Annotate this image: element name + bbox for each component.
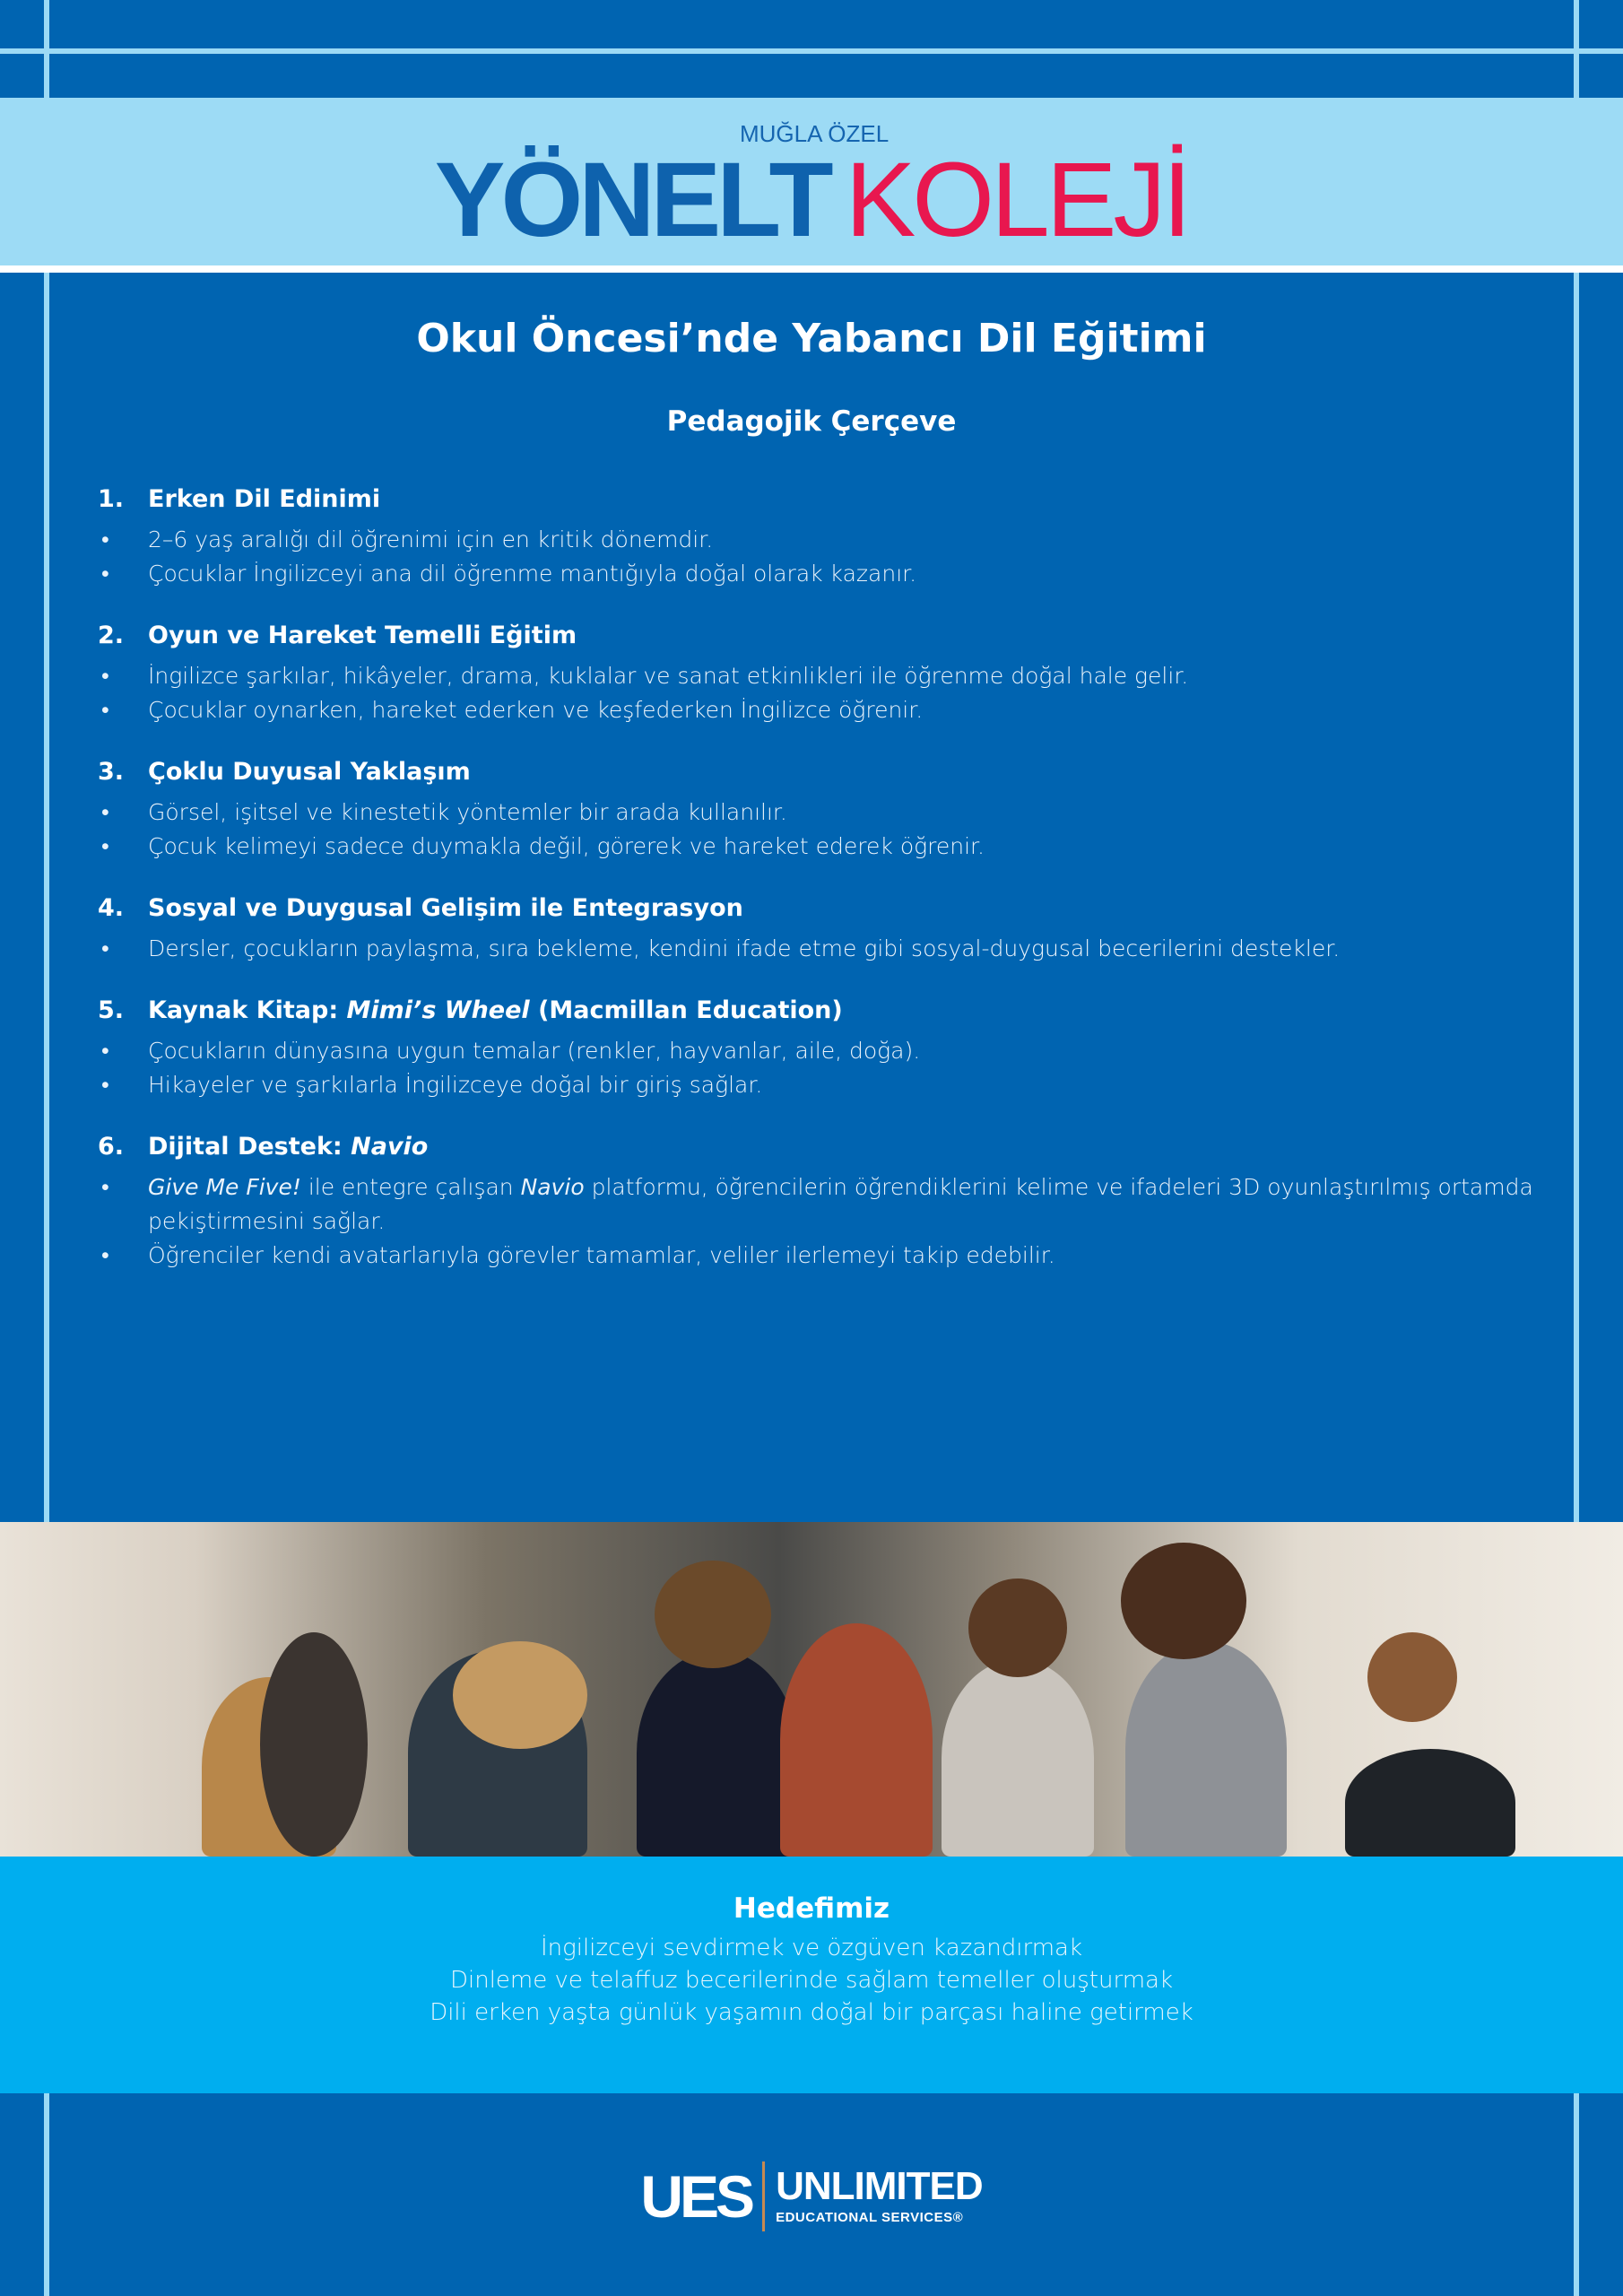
ues-logo: [0, 2161, 1623, 2231]
list-item: • Hikayeler ve şarkılarla İngilizceye doğal bir giriş sağlar.: [98, 1068, 1577, 1102]
bullet-icon: •: [101, 526, 109, 552]
page-title: Okul Öncesi’nde Yabancı Dil Eğitimi: [416, 316, 1207, 361]
list-item: • Give Me Five! ile entegre çalışan Navio platformu, öğrencilerin öğrendiklerini kelime ve ifadeleri 3D oyunlaştırılmış ortamda pekiştirmesini sağlar.: [98, 1170, 1577, 1239]
frame-line-top: [0, 48, 1623, 54]
logo-main-row: [434, 141, 1189, 259]
bullet-icon: •: [101, 1072, 109, 1098]
goal-line: İngilizceyi sevdirmek ve özgüven kazandırmak: [540, 1935, 1083, 1961]
framework-list: [98, 480, 1577, 1298]
list-item: • Öğrenciler kendi avatarlarıyla görevler tamamlar, veliler ilerlemeyi takip edebilir.: [98, 1239, 1577, 1273]
section-heading: Kaynak Kitap: Mimi’s Wheel (Macmillan Education): [148, 996, 843, 1024]
ues-name: UNLIMITED: [776, 2164, 983, 2208]
section-4: [98, 889, 1577, 966]
goal-heading: Hedefimiz: [733, 1892, 890, 1925]
section-heading: Oyun ve Hareket Temelli Eğitim: [148, 621, 577, 649]
bullet-icon: •: [101, 1174, 109, 1200]
section-number: 6.: [98, 1132, 125, 1161]
section-number: 5.: [98, 996, 125, 1024]
bullet-icon: •: [101, 1242, 109, 1268]
ues-subtitle: EDUCATIONAL SERVICES®: [776, 2210, 964, 2225]
list-item: • Çocuklar İngilizceyi ana dil öğrenme mantığıyla doğal olarak kazanır.: [98, 557, 1577, 591]
bullet-icon: •: [101, 935, 109, 961]
goal-line: Dili erken yaşta günlük yaşamın doğal bir parçası haline getirmek: [430, 1999, 1193, 2026]
bullet-icon: •: [101, 663, 109, 689]
section-heading: Dijital Destek: Navio: [148, 1132, 429, 1161]
list-item: • Çocukların dünyasına uygun temalar (renkler, hayvanlar, aile, doğa).: [98, 1034, 1577, 1068]
section-number: 3.: [98, 757, 125, 786]
list-item: • 2–6 yaş aralığı dil öğrenimi için en kritik dönemdir.: [98, 523, 1577, 557]
bullet-icon: •: [101, 561, 109, 587]
section-number: 1.: [98, 484, 125, 513]
section-heading: Erken Dil Edinimi: [148, 484, 381, 513]
school-logo: [0, 120, 1623, 259]
section-2: [98, 616, 1577, 727]
ues-separator: [762, 2161, 765, 2231]
section-6: [98, 1127, 1577, 1273]
bullet-icon: •: [101, 697, 109, 723]
list-item: • Çocuk kelimeyi sadece duymakla değil, görerek ve hareket ederek öğrenir.: [98, 830, 1577, 864]
section-1: [98, 480, 1577, 591]
children-hallway-photo: [0, 1522, 1623, 1857]
section-number: 2.: [98, 621, 125, 649]
bullet-icon: •: [101, 833, 109, 859]
goal-line: Dinleme ve telaffuz becerilerinde sağlam temeller oluşturmak: [449, 1967, 1174, 1994]
page-subtitle: Pedagojik Çerçeve: [666, 405, 957, 438]
list-item: • Dersler, çocukların paylaşma, sıra bekleme, kendini ifade etme gibi sosyal-duygusal becerilerini destekler.: [98, 932, 1577, 966]
section-heading: Çoklu Duyusal Yaklaşım: [148, 757, 471, 786]
list-item: • Çocuklar oynarken, hareket ederken ve keşfederken İngilizce öğrenir.: [98, 693, 1577, 727]
bullet-icon: •: [101, 799, 109, 825]
divider: [0, 265, 1623, 273]
section-3: [98, 752, 1577, 864]
section-number: 4.: [98, 893, 125, 922]
section-5: [98, 991, 1577, 1102]
logo-suffix: KOLEJİ: [845, 141, 1189, 259]
logo-top-text: MUĞLA ÖZEL: [740, 120, 890, 147]
section-heading: Sosyal ve Duygusal Gelişim ile Entegrasyon: [148, 893, 743, 922]
bullet-icon: •: [101, 1038, 109, 1064]
ues-abbr: UES: [640, 2163, 752, 2230]
logo-name: YÖNELT: [434, 141, 829, 259]
logo-top-row: [408, 120, 1215, 151]
goal-section: [0, 1857, 1623, 2093]
list-item: • İngilizce şarkılar, hikâyeler, drama, kuklalar ve sanat etkinlikleri ile öğrenme doğal hale gelir.: [98, 659, 1577, 693]
list-item: • Görsel, işitsel ve kinestetik yöntemler bir arada kullanılır.: [98, 796, 1577, 830]
